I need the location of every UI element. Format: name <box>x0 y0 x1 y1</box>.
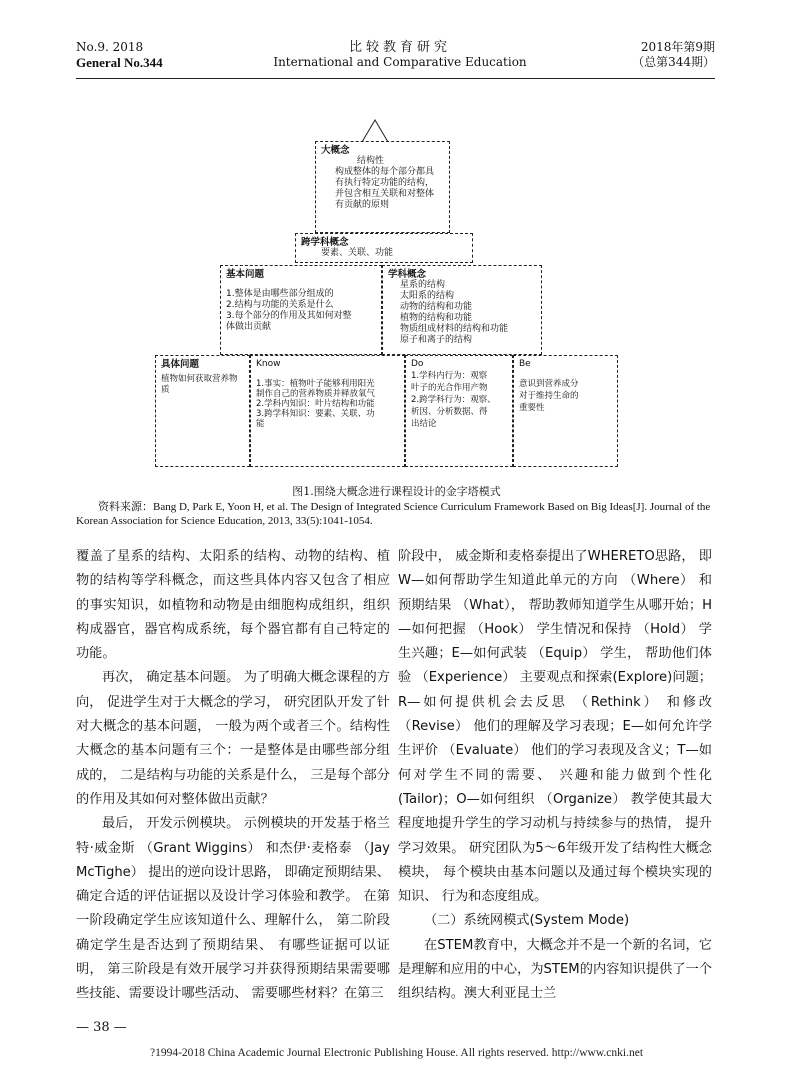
paragraph: 覆盖了星系的结构、太阳系的结构、动物的结构、植物的结构等学科概念，而这些具体内容又包含了相应的事实知识，如植物和动物是由细胞构成组织，组织构成器官，器官构成系统，每个器官都有自己特定的功能。 <box>76 549 390 662</box>
subject-concept-title: 学科概念 <box>388 269 427 280</box>
left-column <box>76 545 390 1007</box>
page-number: — 38 — <box>76 1020 127 1035</box>
know-box <box>250 355 405 467</box>
know-line: 3.跨学科知识：要素、关联、功 <box>256 409 375 419</box>
basic-question-line: 2.结构与功能的关系是什么 <box>226 300 334 310</box>
basic-question-line: 1.整体是由哪些部分组成的 <box>226 289 334 299</box>
cross-concept-box <box>295 233 473 263</box>
issue-total: （总第344期） <box>632 55 715 69</box>
basic-question-box <box>220 265 382 355</box>
know-line: 能 <box>256 419 265 429</box>
do-line: 叶子的光合作用产物 <box>411 383 488 393</box>
subject-concept-line: 植物的结构和功能 <box>400 313 473 323</box>
pyramid-figure <box>150 115 650 475</box>
big-idea-title: 大概念 <box>321 145 350 156</box>
be-box <box>513 355 618 467</box>
big-idea-line: 并包含相互关联和对整体 <box>335 189 435 199</box>
big-idea-line: 有执行特定功能的结构， <box>335 178 435 188</box>
be-line: 对于维持生命的 <box>519 391 579 401</box>
journal-title <box>260 40 540 70</box>
do-line: 1.学科内行为：观察 <box>411 371 488 381</box>
paragraph: 阶段中， 威金斯和麦格泰提出了WHERETO思路， 即W—如何帮助学生知道此单元的方向 （Where） 和预期结果 （What）， 帮助教师知道学生从哪开始；H—如何把握 （Hook） 学生情况和保持 （Hold） 学生兴趣；E—如何武装 （Equip） 学生， 帮助他们体验 （Experience） 主要观点和探索(Explore)问题；R—如何提供机会去反思 （Rethink） 和修改 （Revise） 他们的理解及学习表现；E—如何允许学生评价 （Evaluate） 他们的学习表现及含义；T—如何对学生不同的需要、 兴趣和能力做到个性化(Tailor)；O—如何组织 （Organize） 教学使其最大程度地提升学生的学习动机与持续参与的热情， 提升学习效果。 研究团队为5～6年级开发了结构性大概念模块， 每个模块由基本问题以及通过每个模块实现的知识、 行为和态度组成。 <box>398 549 712 905</box>
subject-concept-line: 动物的结构和功能 <box>400 302 473 312</box>
basic-question-line: 体做出贡献 <box>226 322 272 332</box>
know-title: Know <box>256 359 281 369</box>
know-line: 2.学科内知识：叶片结构和功能 <box>256 399 375 409</box>
big-idea-line: 有贡献的原则 <box>335 200 390 210</box>
big-idea-box <box>315 141 450 233</box>
subject-concept-line: 太阳系的结构 <box>400 291 455 301</box>
big-idea-line: 结构性 <box>357 156 385 166</box>
journal-issue-left <box>76 40 163 70</box>
know-line: 制作自己的营养物质并释放氧气 <box>256 389 376 399</box>
section-heading: （二）系统网模式(System Mode) <box>424 913 630 929</box>
be-line: 意识到营养成分 <box>519 379 579 389</box>
right-column <box>398 545 712 1007</box>
journal-title-cn: 比较教育研究 <box>348 40 451 55</box>
big-idea-line: 构成整体的每个部分都具 <box>335 167 435 177</box>
specific-question-text: 植物如何获取营养物质 <box>161 374 238 395</box>
cross-concept-text: 要素、关联、功能 <box>321 248 394 258</box>
figure-source: 资料来源：Bang D, Park E, Yoon H, et al. The Design of Integrated Science Curriculum Framework Based on Big Ideas[J]. Journal of the Korean Association for Science Education, 2013, 33(5):1041-1054. <box>76 501 711 527</box>
journal-title-en: International and Comparative Education <box>273 55 527 69</box>
figure-caption: 图1.围绕大概念进行课程设计的金字塔模式 <box>292 485 501 498</box>
paragraph: 再次， 确定基本问题。 为了明确大概念课程的方向， 促进学生对于大概念的学习， 研究团队开发了针对大概念的基本问题， 一般为两个或者三个。结构性大概念的基本问题有三个：一是整体是由哪些部分组成的， 二是结构与功能的关系是什么， 三是每个部分的作用及其如何对整体做出贡献？ <box>76 670 390 807</box>
basic-question-title: 基本问题 <box>226 269 265 280</box>
paragraph: 在STEM教育中，大概念并不是一个新的名词，它是理解和应用的中心，为STEM的内容知识提供了一个组织结构。澳大利亚昆士兰 <box>398 937 712 1002</box>
do-box <box>405 355 513 467</box>
header-rule <box>76 78 715 79</box>
subject-concept-line: 物质组成材料的结构和功能 <box>400 324 509 334</box>
issue-number: No.9. 2018 <box>76 40 144 54</box>
do-line: 析因、分析数据、得 <box>411 407 488 417</box>
subject-concept-line: 星系的结构 <box>400 280 446 290</box>
cross-concept-title: 跨学科概念 <box>301 237 349 248</box>
be-line: 重要性 <box>519 403 545 413</box>
specific-question-box <box>155 355 250 467</box>
copyright-footer: ?1994-2018 China Academic Journal Electronic Publishing House. All rights reserved. http://www.cnki.net <box>149 1047 644 1059</box>
be-title: Be <box>519 359 531 369</box>
paragraph: 最后， 开发示例模块。 示例模块的开发基于格兰特·威金斯 （Grant Wiggins） 和杰伊·麦格泰 （Jay McTighe） 提出的逆向设计思路， 即确定预期结果、 确定合适的评估证据以及设计学习体验和教学。 在第一阶段确定学生应该知道什么、理解什么， 第二阶段确定学生是否达到了预期结果、 有哪些证据可以证明， 第三阶段是有效开展学习并获得预期结果需要哪些技能、需要设计哪些活动、 需要哪些材料？在第三 <box>76 816 390 1002</box>
do-line: 2.跨学科行为：观察、 <box>411 395 496 405</box>
do-line: 出结论 <box>411 419 437 429</box>
issue-year: 2018年第9期 <box>640 40 715 54</box>
do-title: Do <box>411 359 424 369</box>
basic-question-line: 3.每个部分的作用及其如何对整 <box>226 311 352 321</box>
general-number: General No.344 <box>76 55 163 70</box>
subject-concept-line: 原子和离子的结构 <box>400 335 473 345</box>
specific-question-title: 具体问题 <box>161 359 200 370</box>
know-line: 1.事实：植物叶子能够利用阳光 <box>256 379 375 389</box>
journal-issue-right <box>632 40 715 70</box>
subject-concept-box <box>382 265 542 355</box>
